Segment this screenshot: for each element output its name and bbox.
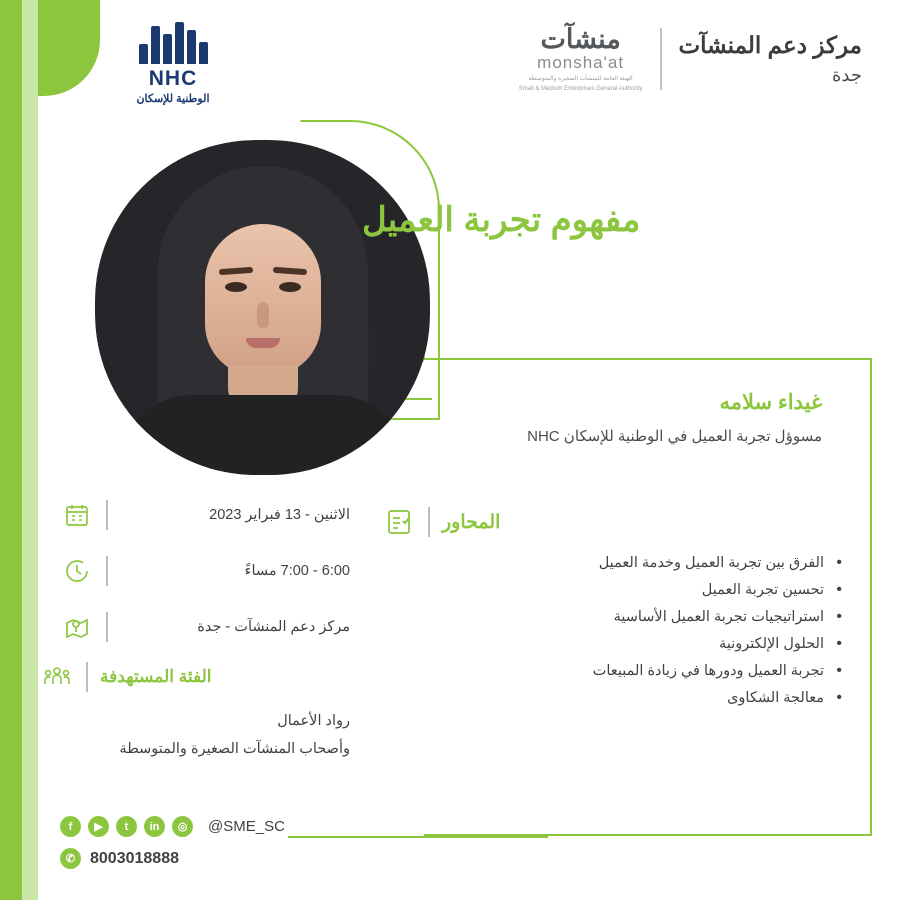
list-item: • تحسين تجربة العميل [382,582,842,598]
left-light-green-bar [22,0,38,900]
left-green-bar [0,0,22,900]
speaker-photo [95,140,430,475]
speaker-photo-shape [95,140,430,475]
youtube-icon[interactable]: ▶ [88,816,109,837]
center-title-line1: مركز دعم المنشآت [678,31,862,58]
center-title [678,32,862,86]
audience-divider [86,662,88,692]
audience-header [40,660,350,694]
list-item: • الفرق بين تجربة العميل وخدمة العميل [382,555,842,571]
nhc-building-icon [108,22,238,64]
face-shape [205,224,321,376]
eyebrow-right [272,267,306,275]
list-item: • تجربة العميل ودورها في زيادة المبيعات [382,663,842,679]
monshaat-sub-en: Small & Medium Enterprises General Authority [518,86,643,93]
center-title-line2: جدة [831,64,862,85]
monshaat-logo-en: monsha'at [537,53,625,72]
detail-divider [106,556,108,586]
detail-row-location [60,610,350,644]
mouth [246,338,280,348]
clock-icon [60,554,94,588]
nhc-logo-text: NHC [148,67,198,90]
phone-number: 8003018888 [90,849,179,867]
speaker-photo-image [95,140,430,475]
checklist-icon [382,505,416,539]
audience-section [40,660,350,763]
calendar-icon [60,498,94,532]
phone-row [60,848,179,869]
topics-divider [428,507,430,537]
twitter-icon[interactable]: t [116,816,137,837]
topics-header [382,505,842,539]
detail-time-text: 6:00 - 7:00 مساءً [244,563,350,579]
speaker-info [382,390,822,445]
nhc-logo [108,22,238,112]
instagram-icon[interactable]: ◎ [172,816,193,837]
audience-label: الفئة المستهدفة [100,667,212,686]
social-row [60,816,285,837]
audience-line2: وأصحاب المنشآت الصغيرة والمتوسطة [119,740,350,757]
monshaat-sub-ar: الهيئة العامة للمنشآت الصغيرة والمتوسطة [528,76,633,82]
topics-section [382,505,842,717]
topics-label: المحاور [442,511,501,533]
audience-lines [40,708,350,763]
eyebrow-left [218,267,252,275]
audience-line1: رواد الأعمال [277,713,350,729]
monshaat-logo [519,24,645,93]
detail-divider [106,612,108,642]
list-item: • الحلول الإلكترونية [382,636,842,652]
header-right-group [519,24,862,93]
social-handle: @SME_SC [208,818,285,835]
list-item: • معالجة الشكاوى [382,690,842,706]
detail-divider [106,500,108,530]
linkedin-icon[interactable]: in [144,816,165,837]
topics-list [382,555,842,706]
list-item: • استراتيجيات تجربة العميل الأساسية [382,609,842,625]
speaker-role: مسوؤل تجربة العميل في الوطنية للإسكان NHC [527,428,822,445]
detail-location-text: مركز دعم المنشآت - جدة [197,619,350,635]
nose [257,302,269,328]
header-divider [660,28,662,90]
shoulders [113,395,413,475]
location-icon [60,610,94,644]
main-title: مفهوم تجربة العميل [362,201,641,239]
people-icon [40,660,74,694]
event-details [60,498,350,666]
facebook-icon[interactable]: f [60,816,81,837]
speaker-name: غيداء سلامه [719,391,822,414]
bottom-connector-line [288,836,548,838]
detail-row-date [60,498,350,532]
nhc-logo-text-ar: الوطنية للإسكان [136,93,210,105]
detail-row-time [60,554,350,588]
monshaat-logo-ar: منشآت [540,24,621,54]
eye-left [225,282,247,292]
detail-date-text: الاثنين - 13 فبراير 2023 [209,507,350,523]
top-left-green-blob [38,0,100,96]
eye-right [279,282,301,292]
phone-icon[interactable]: ✆ [60,848,81,869]
